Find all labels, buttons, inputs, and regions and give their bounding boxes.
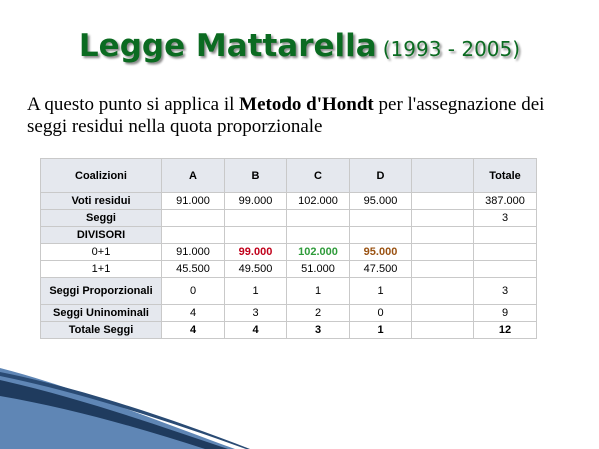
cell: 0 [162, 278, 225, 305]
cell: 1 [287, 278, 350, 305]
title-years: (1993 - 2005) [382, 37, 521, 61]
cell: 47.500 [350, 261, 412, 278]
row-label: 0+1 [41, 244, 162, 261]
cell: 51.000 [287, 261, 350, 278]
cell [412, 193, 474, 210]
cell [350, 227, 412, 244]
row-label: DIVISORI [41, 227, 162, 244]
cell [412, 210, 474, 227]
row-label: Voti residui [41, 193, 162, 210]
cell-highlight-d: 95.000 [350, 244, 412, 261]
cell: 387.000 [474, 193, 537, 210]
cell [162, 227, 225, 244]
table-header-row [41, 159, 537, 193]
cell: 3 [225, 305, 287, 322]
intro-bold: Metodo d'Hondt [239, 94, 374, 115]
cell [474, 244, 537, 261]
cell [287, 227, 350, 244]
cell [474, 227, 537, 244]
cell: 4 [162, 305, 225, 322]
cell: 95.000 [350, 193, 412, 210]
header-cell: B [225, 159, 287, 193]
slide-title [0, 28, 599, 64]
cell [412, 227, 474, 244]
table-row [41, 227, 537, 244]
cell: 3 [474, 210, 537, 227]
table-row [41, 244, 537, 261]
cell [412, 278, 474, 305]
table-row [41, 193, 537, 210]
hondt-table [40, 158, 537, 339]
cell [225, 227, 287, 244]
cell [162, 210, 225, 227]
cell [474, 261, 537, 278]
intro-text [27, 94, 587, 138]
cell: 91.000 [162, 244, 225, 261]
cell: 91.000 [162, 193, 225, 210]
cell-highlight-c: 102.000 [287, 244, 350, 261]
cell [412, 261, 474, 278]
cell: 1 [350, 322, 412, 339]
cell: 99.000 [225, 193, 287, 210]
header-cell: A [162, 159, 225, 193]
cell [350, 210, 412, 227]
intro-part2: per l'assegnazione dei seggi residui nella quota proporzionale [27, 94, 545, 137]
table-row [41, 305, 537, 322]
cell: 0 [350, 305, 412, 322]
row-label: Seggi Uninominali [41, 305, 162, 322]
table-row-total [41, 322, 537, 339]
cell [225, 210, 287, 227]
header-cell: Totale [474, 159, 537, 193]
intro-part1: A questo punto si applica il [27, 94, 240, 115]
header-cell [412, 159, 474, 193]
header-cell: Coalizioni [41, 159, 162, 193]
decorative-swoosh [0, 360, 599, 449]
cell: 102.000 [287, 193, 350, 210]
cell: 3 [474, 278, 537, 305]
cell [287, 210, 350, 227]
cell: 12 [474, 322, 537, 339]
cell [412, 322, 474, 339]
cell: 45.500 [162, 261, 225, 278]
cell: 4 [162, 322, 225, 339]
cell: 9 [474, 305, 537, 322]
cell: 2 [287, 305, 350, 322]
cell-highlight-b: 99.000 [225, 244, 287, 261]
cell: 1 [350, 278, 412, 305]
row-label: Seggi [41, 210, 162, 227]
header-cell: D [350, 159, 412, 193]
cell [412, 305, 474, 322]
table-row [41, 278, 537, 305]
cell: 49.500 [225, 261, 287, 278]
cell: 3 [287, 322, 350, 339]
header-cell: C [287, 159, 350, 193]
cell: 1 [225, 278, 287, 305]
cell [412, 244, 474, 261]
table-row [41, 210, 537, 227]
table-row [41, 261, 537, 278]
row-label: Seggi Proporzionali [41, 278, 162, 305]
cell: 4 [225, 322, 287, 339]
row-label: 1+1 [41, 261, 162, 278]
title-main: Legge Mattarella [78, 28, 377, 64]
row-label: Totale Seggi [41, 322, 162, 339]
